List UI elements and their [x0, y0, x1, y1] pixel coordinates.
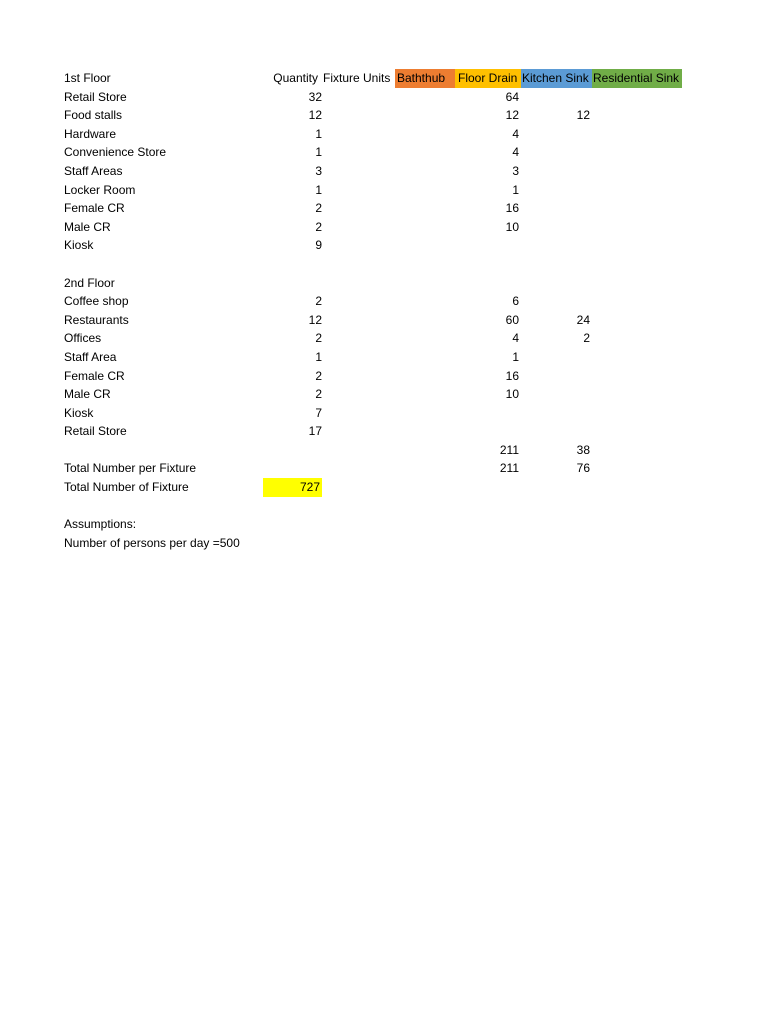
- row-kitchen-sink: [521, 236, 590, 255]
- section-title-1st-floor: 1st Floor: [64, 71, 111, 85]
- row-kitchen-sink: [521, 367, 590, 386]
- row-kitchen-sink: [521, 162, 590, 181]
- row-floor-drain: [455, 236, 519, 255]
- row-kitchen-sink: [521, 143, 590, 162]
- total-fixture-value: 727: [263, 478, 322, 497]
- row-kitchen-sink: 24: [576, 312, 590, 327]
- column-header-bathtub: Baththub: [395, 69, 455, 88]
- row-quantity: 2: [315, 387, 322, 402]
- column-header-kitchen-sink: Kitchen Sink: [521, 69, 592, 88]
- row-floor-drain: 4: [512, 331, 519, 346]
- row-label: Male CR: [64, 387, 111, 402]
- row-label: Staff Areas: [64, 163, 123, 178]
- column-header-quantity: Quantity: [273, 71, 318, 85]
- row-kitchen-sink: 12: [576, 108, 590, 123]
- row-quantity: 2: [315, 331, 322, 346]
- row-label: Locker Room: [64, 182, 136, 197]
- row-kitchen-sink: [521, 385, 590, 404]
- row-quantity: 1: [315, 145, 322, 160]
- row-kitchen-sink: [521, 199, 590, 218]
- row-quantity: 2: [315, 294, 322, 309]
- row-quantity: 1: [315, 349, 322, 364]
- row-floor-drain: [455, 404, 519, 423]
- section-title-2nd-floor: 2nd Floor: [64, 275, 115, 290]
- row-label: Food stalls: [64, 108, 123, 123]
- row-label: Staff Area: [64, 349, 117, 364]
- row-label: Kiosk: [64, 238, 94, 253]
- row-label: Convenience Store: [64, 145, 167, 160]
- column-header-fixture-units: Fixture Units: [323, 71, 391, 85]
- row-floor-drain: 6: [512, 294, 519, 309]
- row-floor-drain: 64: [505, 89, 519, 104]
- row-quantity: 12: [308, 108, 322, 123]
- row-floor-drain: 4: [512, 145, 519, 160]
- row-floor-drain: 3: [512, 163, 519, 178]
- row-kitchen-sink: [521, 218, 590, 237]
- row-label: Retail Store: [64, 89, 127, 104]
- row-floor-drain: 4: [512, 126, 519, 141]
- total-per-fixture-label: Total Number per Fixture: [64, 461, 197, 476]
- row-quantity: 1: [315, 126, 322, 141]
- row-label: Hardware: [64, 126, 117, 141]
- row-kitchen-sink: [521, 88, 590, 107]
- row-label: Kiosk: [64, 405, 94, 420]
- row-floor-drain: 60: [505, 312, 519, 327]
- row-kitchen-sink: 2: [583, 331, 590, 346]
- assumptions-persons: Number of persons per day =500: [64, 535, 240, 550]
- row-floor-drain: 1: [512, 182, 519, 197]
- total-per-fixture-floor-drain: 211: [499, 461, 519, 476]
- row-label: Offices: [64, 331, 102, 346]
- row-quantity: 2: [315, 219, 322, 234]
- row-floor-drain: 16: [505, 368, 519, 383]
- column-header-floor-drain: Floor Drain: [455, 69, 521, 88]
- row-quantity: 3: [315, 163, 322, 178]
- row-quantity: 2: [315, 368, 322, 383]
- row-label: Female CR: [64, 368, 125, 383]
- row-kitchen-sink: [521, 422, 590, 441]
- row-label: Female CR: [64, 201, 125, 216]
- row-quantity: 17: [308, 424, 322, 439]
- row-quantity: 9: [315, 238, 322, 253]
- row-floor-drain: 10: [505, 219, 519, 234]
- column-header-residential-sink: Residential Sink: [592, 69, 682, 88]
- row-label: Restaurants: [64, 312, 129, 327]
- row-label: Retail Store: [64, 424, 127, 439]
- row-floor-drain: 10: [505, 387, 519, 402]
- row-floor-drain: 12: [505, 108, 519, 123]
- row-label: Coffee shop: [64, 294, 129, 309]
- row-quantity: 32: [308, 89, 322, 104]
- row-kitchen-sink: [521, 404, 590, 423]
- row-quantity: 12: [308, 312, 322, 327]
- total-fixture-label: Total Number of Fixture: [64, 480, 189, 495]
- row-kitchen-sink: [521, 181, 590, 200]
- row-floor-drain: [455, 422, 519, 441]
- row-quantity: 1: [315, 182, 322, 197]
- subtotal-floor-drain: 211: [499, 442, 519, 457]
- assumptions-title: Assumptions:: [64, 517, 137, 532]
- row-kitchen-sink: [521, 125, 590, 144]
- row-kitchen-sink: [521, 348, 590, 367]
- row-floor-drain: 16: [505, 201, 519, 216]
- row-floor-drain: 1: [512, 349, 519, 364]
- row-kitchen-sink: [521, 292, 590, 311]
- row-label: Male CR: [64, 219, 111, 234]
- total-per-fixture-kitchen-sink: 76: [576, 461, 590, 476]
- row-quantity: 2: [315, 201, 322, 216]
- subtotal-kitchen-sink: 38: [576, 442, 590, 457]
- row-quantity: 7: [315, 405, 322, 420]
